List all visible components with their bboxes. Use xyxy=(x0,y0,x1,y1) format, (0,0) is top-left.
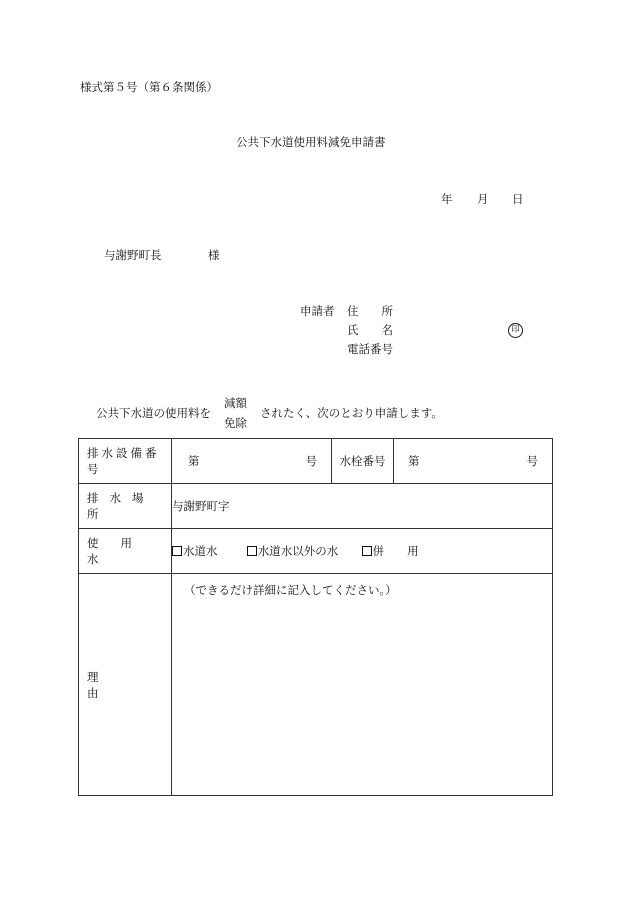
drain-location-field[interactable] xyxy=(172,484,553,529)
applicant-address-label: 住 所 xyxy=(347,304,393,318)
faucet-number-label: 水栓番号 xyxy=(339,454,386,468)
checkbox-icon xyxy=(172,546,182,556)
drain-location-value: 与謝野町字 xyxy=(172,499,230,513)
request-prefix: 公共下水道の使用料を xyxy=(96,406,211,420)
reason-field[interactable] xyxy=(172,574,553,796)
seal-mark xyxy=(508,323,523,338)
option-reduce: 減額 xyxy=(224,396,247,410)
water-used-label-cell xyxy=(79,529,172,574)
application-table xyxy=(78,438,553,796)
faucet-number-label-cell xyxy=(332,439,394,484)
water-used-label: 使用水 xyxy=(87,536,154,566)
drain-facility-number-dai: 第 xyxy=(188,454,200,468)
reason-note: （できるだけ詳細に記入してください。） xyxy=(184,583,397,597)
checkbox-combined[interactable] xyxy=(362,544,419,558)
date-month-label: 月 xyxy=(477,192,489,206)
faucet-number-go: 号 xyxy=(526,454,538,468)
row-reason xyxy=(79,574,553,796)
date-day-label: 日 xyxy=(512,192,524,206)
drain-facility-number-label-text: 排水設備番号 xyxy=(87,446,160,476)
applicant-label: 申請者 xyxy=(300,304,335,318)
row-water-used xyxy=(79,529,553,574)
drain-facility-number-field[interactable] xyxy=(172,439,332,484)
faucet-number-dai: 第 xyxy=(408,454,420,468)
date-year-label: 年 xyxy=(441,192,453,206)
drain-location-label-cell xyxy=(79,484,172,529)
drain-location-label: 排水場所 xyxy=(87,491,155,521)
water-used-options xyxy=(172,529,553,574)
checkbox-other-water[interactable] xyxy=(247,544,339,558)
addressee-honorific: 様 xyxy=(208,248,220,262)
drain-facility-number-label xyxy=(79,445,171,477)
reason-label: 理由 xyxy=(87,669,154,700)
reason-label-cell xyxy=(79,574,172,796)
drain-facility-number-label-cell xyxy=(79,439,172,484)
checkbox-tap-water[interactable] xyxy=(172,544,218,558)
checkbox-icon xyxy=(362,546,372,556)
seal-icon: 印 xyxy=(508,323,523,338)
addressee-name: 与謝野町長 xyxy=(104,248,162,262)
faucet-number-field[interactable] xyxy=(394,439,553,484)
document-title: 公共下水道使用料減免申請書 xyxy=(236,135,386,149)
other-water-label: 水道水以外の水 xyxy=(257,544,339,558)
checkbox-icon xyxy=(247,546,257,556)
applicant-name-label: 氏 名 xyxy=(347,323,393,337)
form-number: 様式第５号（第６条関係） xyxy=(80,80,218,94)
option-exempt: 免除 xyxy=(224,416,247,430)
tap-water-label: 水道水 xyxy=(183,544,218,558)
drain-facility-number-go: 号 xyxy=(305,454,317,468)
row-drain-facility-number xyxy=(79,439,553,484)
applicant-phone-label: 電話番号 xyxy=(347,342,393,356)
request-suffix: されたく、次のとおり申請します。 xyxy=(260,406,443,420)
row-drain-location xyxy=(79,484,553,529)
combined-label: 併 用 xyxy=(372,544,419,558)
